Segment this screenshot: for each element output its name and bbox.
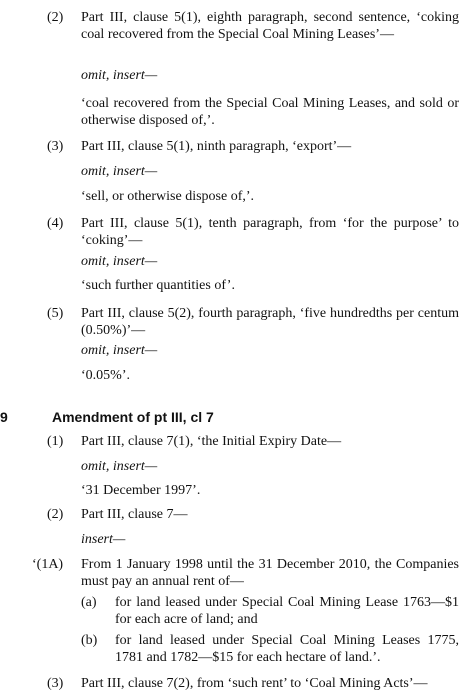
paragraph-item: [81, 594, 459, 628]
item-text: Part III, clause 7(1), ‘the Initial Expiry Date—: [81, 434, 342, 449]
subclause-number: ‘(1A): [32, 557, 64, 572]
amendment-item: [47, 138, 459, 155]
item-instruction: insert—: [81, 532, 126, 547]
amendment-item: [47, 675, 459, 692]
item-instruction: omit, insert—: [81, 459, 158, 474]
paragraph-number: (a): [81, 595, 97, 610]
item-quote: ‘sell, or otherwise dispose of,’.: [81, 189, 255, 204]
item-instruction: omit, insert—: [81, 343, 158, 358]
item-number: (4): [47, 216, 64, 231]
item-instruction: omit, insert—: [81, 254, 158, 269]
item-quote: ‘coal recovered from the Special Coal Mining Leases, and sold or otherwise disposed of,’.: [81, 96, 459, 128]
item-number: (2): [47, 507, 64, 522]
amendment-item: [47, 9, 459, 43]
amendment-item: [47, 506, 459, 523]
item-text: Part III, clause 5(1), ninth paragraph, ‘export’—: [81, 139, 352, 154]
item-quote: ‘such further quantities of’.: [81, 278, 235, 293]
amendment-item: [47, 433, 459, 450]
paragraph-text: for land leased under Special Coal Mining Lease 1763—$1 for each acre of land; and: [115, 595, 459, 627]
amendment-item: [47, 305, 459, 339]
item-quote: ‘31 December 1997’.: [81, 483, 201, 498]
section-number: 9: [0, 409, 8, 425]
item-number: (3): [47, 139, 64, 154]
item-instruction: omit, insert—: [81, 164, 158, 179]
subclause-text: From 1 January 1998 until the 31 December 2010, the Companies must pay an annual rent of—: [81, 557, 459, 589]
item-number: (3): [47, 676, 64, 691]
item-number: (1): [47, 434, 64, 449]
item-text: Part III, clause 5(1), eighth paragraph, second sentence, ‘coking coal recovered from the Special Coal Mining Leases’—: [81, 10, 459, 42]
paragraph-item: [81, 632, 459, 666]
paragraph-text: for land leased under Special Coal Mining Leases 1775, 1781 and 1782—$15 for each hectare of land.’.: [115, 633, 459, 665]
item-quote: ‘0.05%’.: [81, 368, 130, 383]
item-number: (2): [47, 10, 64, 25]
item-text: Part III, clause 5(2), fourth paragraph, ‘five hundredths per centum (0.50%)’—: [81, 306, 459, 338]
paragraph-number: (b): [81, 633, 98, 648]
item-instruction: omit, insert—: [81, 68, 158, 83]
item-text: Part III, clause 5(1), tenth paragraph, from ‘for the purpose’ to ‘coking’—: [81, 216, 459, 248]
item-number: (5): [47, 306, 64, 321]
amendment-item: [47, 215, 459, 249]
item-text: Part III, clause 7(2), from ‘such rent’ to ‘Coal Mining Acts’—: [81, 676, 428, 691]
item-text: Part III, clause 7—: [81, 507, 188, 522]
inserted-subclause: [32, 556, 459, 590]
section-title: Amendment of pt III, cl 7: [52, 409, 214, 425]
